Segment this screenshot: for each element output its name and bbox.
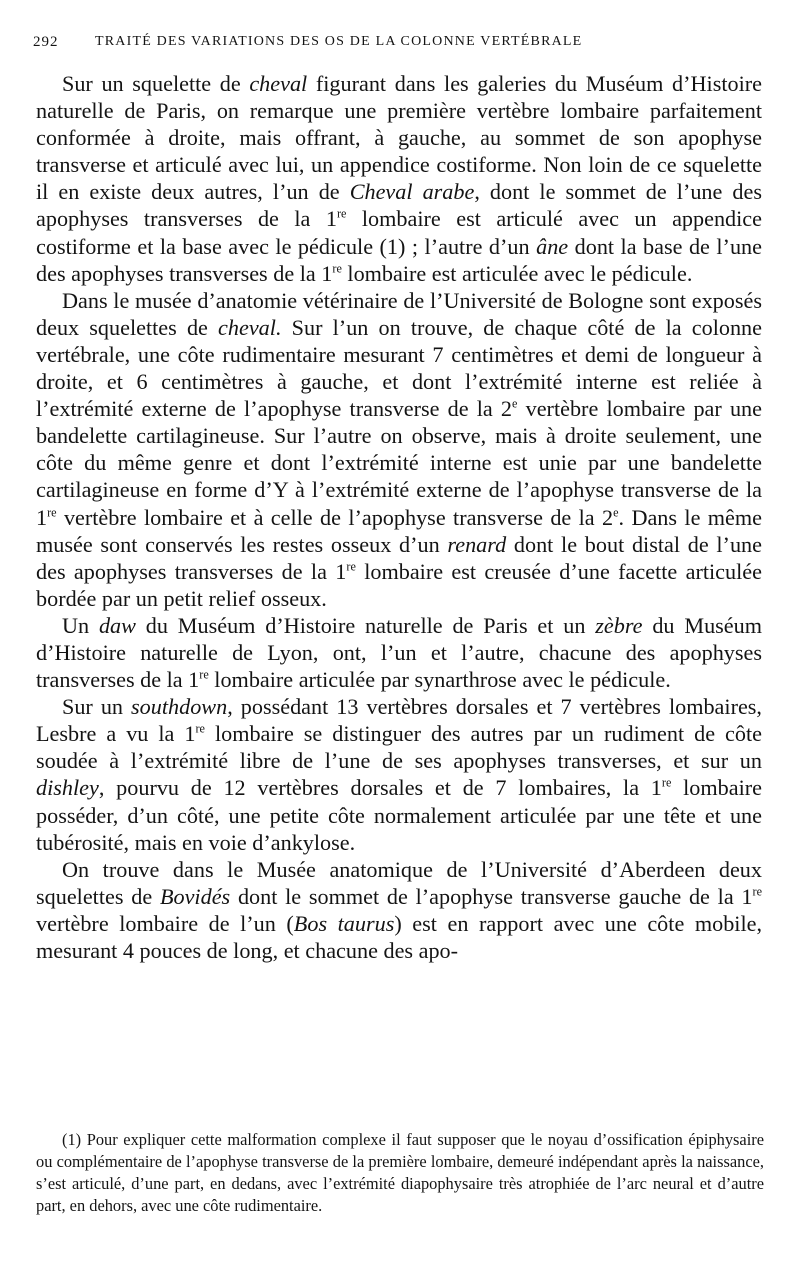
ordinal-superscript: re	[661, 775, 672, 790]
text-run: lombaire est articulé avec un appendice costiforme et la base avec le pédicule (1) ; l’autre d’un	[36, 206, 763, 259]
italic-term: Bos taurus	[293, 910, 395, 936]
italic-term: âne	[536, 233, 569, 259]
ordinal-superscript: e	[613, 504, 619, 519]
italic-term: cheval	[249, 71, 308, 96]
text-run: figurant dans les galeries du Muséum d’Histoire naturelle de Paris, on remarque une première vertèbre lombaire parfaitement conformée à droite, mais offrant, à gauche, au sommet de son apophyse transverse et articulé avec lui, un appendice costiforme. Non loin de ce squelette il en existe deux autres, l’un de	[36, 71, 762, 205]
paragraph	[36, 856, 762, 964]
ordinal-superscript: re	[195, 721, 205, 736]
ordinal-superscript: re	[346, 559, 356, 574]
text-run: dont le sommet de l’apophyse transverse gauche de la 1	[230, 883, 753, 909]
text-run: lombaire est creusée d’une facette articulée bordée par un petit relief osseux.	[36, 558, 762, 611]
text-run: ) est en rapport avec une côte mobile, mesurant 4 pouces de long, et chacune des apo-	[36, 910, 763, 963]
text-run: dont le bout distal de l’une des apophyses transverses de la 1	[36, 531, 762, 584]
italic-term: renard	[447, 531, 507, 557]
text-run: lombaire est articulée avec le pédicule.	[341, 260, 693, 286]
ordinal-superscript: re	[332, 261, 342, 276]
page-header	[33, 30, 768, 56]
text-run: , possédant 13 vertèbres dorsales et 7 vertèbres lombaires, Lesbre a vu la 1	[36, 694, 762, 747]
italic-term: dishley	[36, 775, 99, 801]
text-run: , pourvu de 12 vertèbres dorsales et de 7 lombaires, la 1	[98, 775, 662, 801]
italic-term: Cheval arabe	[349, 179, 475, 205]
text-run: vertèbre lombaire et à celle de l’apophyse transverse de la 2	[56, 504, 614, 530]
italic-term: Bovidés	[159, 883, 231, 909]
text-run: du Muséum d’Histoire naturelle de Paris et un	[135, 612, 596, 638]
text-run: Sur l’un on trouve, de chaque côté de la colonne vertébrale, une côte rudimentaire mesurant 7 centimètres et demi de longueur à droite, et 6 centimètres à gauche, et dont l’extrémité interne est reliée à l’extrémité externe de l’apophyse transverse de la 2	[36, 314, 762, 422]
italic-term: southdown	[131, 694, 228, 720]
text-run: lombaire se distinguer des autres par un rudiment de côte soudée à l’extrémité libre de l’une de ses apophyses transverses, et sur un	[36, 721, 762, 774]
text-run: lombaire articulée par synarthrose avec le pédicule.	[208, 667, 671, 693]
paragraph	[36, 287, 762, 612]
italic-term: cheval.	[218, 314, 282, 340]
ordinal-superscript: re	[199, 667, 209, 682]
paragraph	[36, 612, 762, 693]
text-run: dont la base de l’une des apophyses transverses de la 1	[36, 233, 762, 286]
ordinal-superscript: e	[512, 396, 518, 411]
text-run: . Dans le même musée sont conservés les restes osseux d’un	[36, 504, 762, 557]
footnote	[36, 1129, 764, 1217]
footnote-text: (1) Pour expliquer cette malformation complexe il faut supposer que le noyau d’ossification épiphysaire ou complémentaire de l’apophyse transverse de la première lombaire, demeuré indépendant après la naissance, s’est articulé, d’une part, en dedans, avec l’extrémité diapophysaire très atrophiée de l’arc neural et d’autre part, en dehors, avec une côte rudimentaire.	[36, 1130, 764, 1215]
paragraph	[36, 693, 762, 856]
text-run: , dont le sommet de l’une des apophyses transverses de la 1	[36, 179, 762, 232]
ordinal-superscript: re	[47, 504, 57, 519]
text-run: Sur un	[62, 694, 132, 720]
text-run: vertèbre lombaire par une bandelette cartilagineuse. Sur l’autre on observe, mais à droite seulement, une côte du même genre et dont l’extrémité interne est unie par une bandelette cartilagineuse en forme d’Y à l’extrémité externe de l’apophyse transverse de la 1	[36, 396, 762, 530]
ordinal-superscript: re	[336, 206, 347, 221]
paragraph	[36, 70, 762, 287]
text-run: Dans le musée d’anatomie vétérinaire de l’Université de Bologne sont exposés deux squelettes de	[36, 287, 762, 340]
body-text	[36, 70, 762, 964]
page-number: 292	[33, 34, 59, 50]
running-title: TRAITÉ DES VARIATIONS DES OS DE LA COLONNE VERTÉBRALE	[95, 34, 583, 49]
italic-term: daw	[98, 612, 136, 638]
italic-term: zèbre	[595, 612, 643, 638]
text-run: Un	[62, 612, 99, 638]
text-run: lombaire posséder, d’un côté, une petite côte normalement articulée par une tête et une tubérosité, mais en voie d’ankylose.	[36, 775, 763, 855]
text-run: Sur un squelette de	[62, 71, 250, 96]
text-run: du Muséum d’Histoire naturelle de Lyon, ont, l’un et l’autre, chacune des apophyses transverses de la 1	[36, 612, 762, 693]
text-run: vertèbre lombaire de l’un (	[36, 910, 294, 936]
ordinal-superscript: re	[752, 884, 762, 899]
text-run: On trouve dans le Musée anatomique de l’Université d’Aberdeen deux squelettes de	[36, 856, 762, 909]
